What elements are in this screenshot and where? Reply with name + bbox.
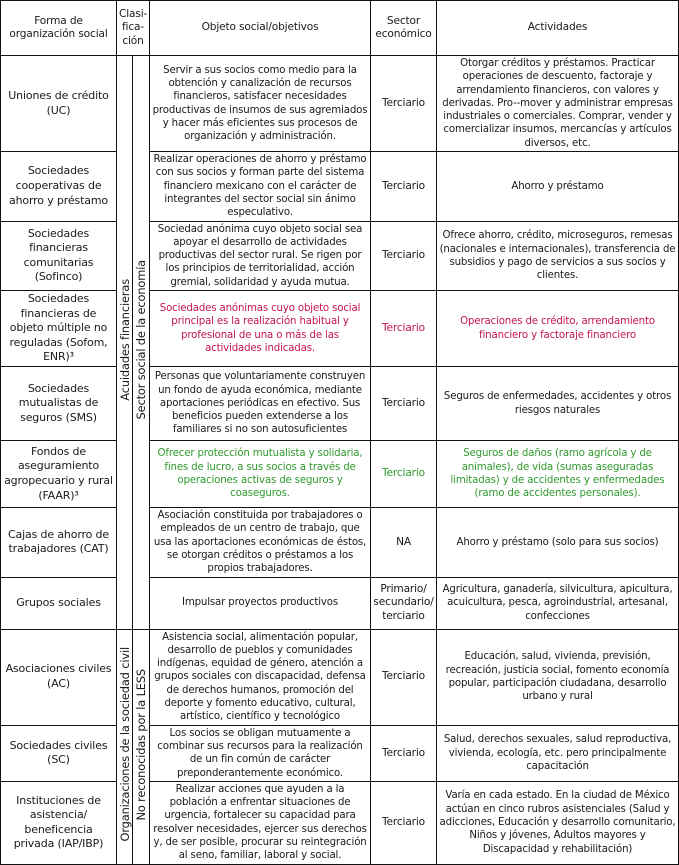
group-acuidades-financieras xyxy=(117,56,133,630)
table-row xyxy=(1,441,679,508)
row-objeto: Personas que voluntariamente construyen un fondo de ayuda económica, mediante aportaciones periódicas en efectivo. Sus beneficios pueden extenderse a los familiares si no son autosuficientes xyxy=(150,367,371,441)
row-sector: Terciario xyxy=(371,781,437,864)
table-row xyxy=(1,725,679,781)
row-forma: Uniones de crédito (UC) xyxy=(1,56,117,152)
row-forma: Fondos de aseguramiento agropecuario y rural (FAAR)³ xyxy=(1,441,117,508)
row-forma: Grupos sociales xyxy=(1,577,117,629)
row-sector: Primario/ secundario/ terciario xyxy=(371,577,437,629)
row-sector: Terciario xyxy=(371,725,437,781)
row-forma: Instituciones de asistencia/ beneficencia privada (IAP/IBP) xyxy=(1,781,117,864)
row-sector: Terciario xyxy=(371,367,437,441)
table-row xyxy=(1,577,679,629)
row-actividades: Educación, salud, vivienda, previsión, recreación, justicia social, fomento economía popular, participación ciudadana, desarrollo urbano y rural xyxy=(437,629,679,725)
group-label: Acuidades financieras xyxy=(118,279,132,401)
header-clasificacion: Clasi- fica- ción xyxy=(117,1,150,56)
table-row xyxy=(1,291,679,367)
row-objeto: Impulsar proyectos productivos xyxy=(150,577,371,629)
header-objeto: Objeto social/objetivos xyxy=(150,1,371,56)
table-row xyxy=(1,781,679,864)
row-actividades: Seguros de enfermedades, accidentes y otros riesgos naturales xyxy=(437,367,679,441)
group-label: Organizaciones de la sociedad civil xyxy=(118,647,132,842)
row-actividades: Salud, derechos sexuales, salud reproductiva, vivienda, ecología, etc. pero principalmente capacitación xyxy=(437,725,679,781)
row-sector: Terciario xyxy=(371,441,437,508)
header-actividades: Actividades xyxy=(437,1,679,56)
row-objeto: Realizar acciones que ayuden a la población a enfrentar situaciones de urgencia, fortalecer su capacidad para resolver necesidades, ejercer sus derechos y, de ser posible, procurar su reintegración al seno, familiar, laboral y social. xyxy=(150,781,371,864)
group-label: Sector social de la economía xyxy=(134,260,148,420)
table-row xyxy=(1,629,679,725)
header-sector: Sector económico xyxy=(371,1,437,56)
row-forma: Sociedades financieras comunitarias (Sofinco) xyxy=(1,221,117,290)
table-row xyxy=(1,367,679,441)
row-objeto: Asistencia social, alimentación popular, desarrollo de pueblos y comunidades indígenas, equidad de género, atención a grupos sociales con discapacidad, defensa de derechos humanos, promoción del deporte y fomento educativo, cultural, artístico, científico y tecnológico xyxy=(150,629,371,725)
row-actividades: Seguros de daños (ramo agrícola y de animales), de vida (sumas aseguradas limitadas) y de accidentes y enfermedades (ramo de accidentes personales). xyxy=(437,441,679,508)
header-row xyxy=(1,1,679,56)
row-actividades: Ahorro y préstamo (solo para sus socios) xyxy=(437,508,679,577)
group-label: No reconocidas por la LESS xyxy=(134,668,148,821)
row-forma: Sociedades mutualistas de seguros (SMS) xyxy=(1,367,117,441)
row-forma: Asociaciones civiles (AC) xyxy=(1,629,117,725)
row-objeto: Servir a sus socios como medio para la obtención y canalización de recursos financieros, satisfacer necesidades productivas de insumos de sus agremiados y hacer más eficientes sus procesos de organización y administración. xyxy=(150,56,371,152)
table-row xyxy=(1,56,679,152)
row-objeto: Ofrecer protección mutualista y solidaria, fines de lucro, a sus socios a través de operaciones activas de seguros y coaseguros. xyxy=(150,441,371,508)
row-actividades: Varía en cada estado. En la ciudad de México actúan en cinco rubros asistenciales (Salud y adicciones, Educación y desarrollo comunitario, Niños y jóvenes, Adultos mayores y Discapacidad y rehabilitación) xyxy=(437,781,679,864)
table-row xyxy=(1,152,679,221)
row-objeto: Sociedades anónimas cuyo objeto social principal es la realización habitual y profesional de una o más de las actividades indicadas. xyxy=(150,291,371,367)
row-forma: Sociedades civiles (SC) xyxy=(1,725,117,781)
row-sector: Terciario xyxy=(371,152,437,221)
row-objeto: Sociedad anónima cuyo objeto social sea apoyar el desarrollo de actividades productivas del sector rural. Se rigen por los principios de territorialidad, acción gremial, solidaridad y ayuda mutua. xyxy=(150,221,371,290)
row-sector: Terciario xyxy=(371,221,437,290)
group-no-reconocidas xyxy=(133,629,150,864)
row-sector: Terciario xyxy=(371,291,437,367)
table-row xyxy=(1,221,679,290)
row-actividades: Operaciones de crédito, arrendamiento financiero y factoraje financiero xyxy=(437,291,679,367)
row-actividades: Agricultura, ganadería, silvicultura, apicultura, acuicultura, pesca, agroindustrial, artesanal, confecciones xyxy=(437,577,679,629)
group-sector-social xyxy=(133,56,150,630)
row-forma: Sociedades financieras de objeto múltiple no reguladas (Sofom, ENR)³ xyxy=(1,291,117,367)
group-organizaciones-sociedad-civil xyxy=(117,629,133,864)
row-actividades: Ahorro y préstamo xyxy=(437,152,679,221)
table-row xyxy=(1,508,679,577)
row-objeto: Los socios se obligan mutuamente a combinar sus recursos para la realización de un fin común de carácter preponderantemente económico. xyxy=(150,725,371,781)
row-objeto: Realizar operaciones de ahorro y préstamo con sus socios y forman parte del sistema financiero mexicano con el carácter de integrantes del sector social sin ánimo especulativo. xyxy=(150,152,371,221)
row-forma: Cajas de ahorro de trabajadores (CAT) xyxy=(1,508,117,577)
row-sector: Terciario xyxy=(371,56,437,152)
header-forma: Forma de organización social xyxy=(1,1,117,56)
row-sector: NA xyxy=(371,508,437,577)
row-actividades: Ofrece ahorro, crédito, microseguros, remesas (nacionales e internacionales), transferencia de subsidios y pago de servicios a sus socios y clientes. xyxy=(437,221,679,290)
row-sector: Terciario xyxy=(371,629,437,725)
row-actividades: Otorgar créditos y préstamos. Practicar operaciones de descuento, factoraje y arrendamiento financieros, con valores y derivadas. Pro--mover y administrar empresas industriales o comerciales. Comprar, vender y comercializar insumos, mercancías y artículos diversos, etc. xyxy=(437,56,679,152)
row-objeto: Asociación constituida por trabajadores o empleados de un centro de trabajo, que usa las aportaciones económicas de éstos, se otorgan créditos o préstamos a los propios trabajadores. xyxy=(150,508,371,577)
row-forma: Sociedades cooperativas de ahorro y préstamo xyxy=(1,152,117,221)
